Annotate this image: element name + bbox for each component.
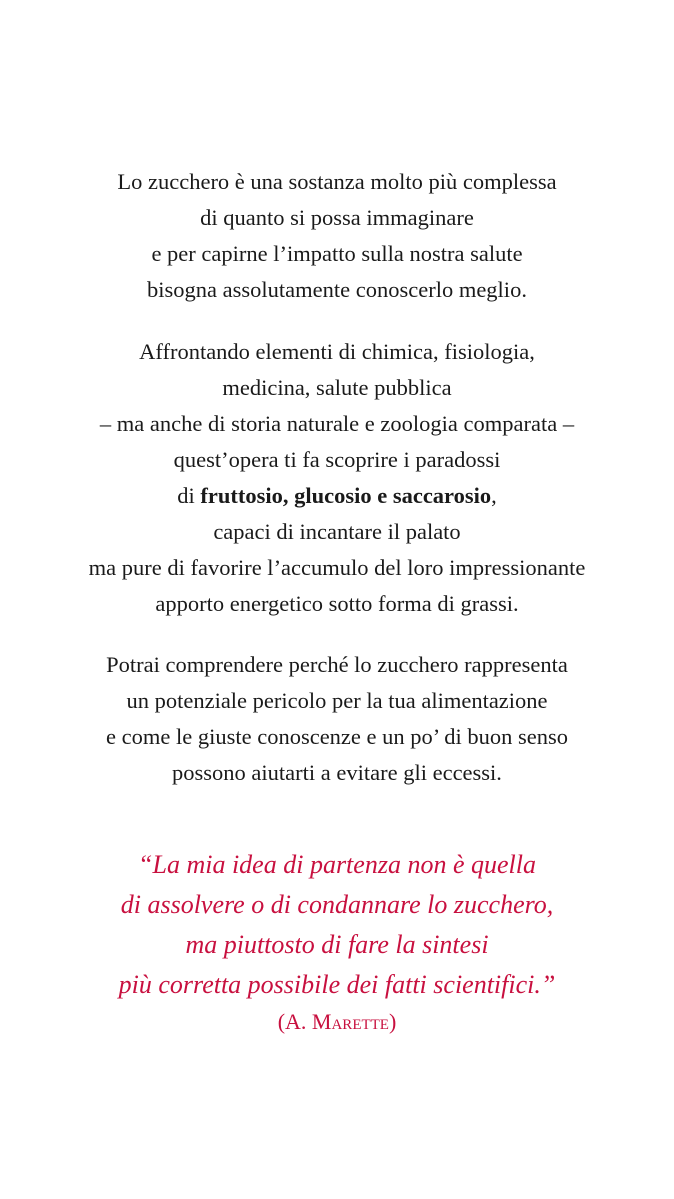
text-line: – ma anche di storia naturale e zoologia comparata –: [99, 411, 575, 436]
text-line: ma pure di favorire l’accumulo del loro impressionante: [88, 555, 586, 580]
text-line: Potrai comprendere perché lo zucchero rappresenta: [106, 652, 568, 677]
quote-line: ma piuttosto di fare la sintesi: [185, 930, 489, 959]
quote-line: più corretta possibile dei fatti scientifici.”: [118, 970, 556, 999]
text-line: bisogna assolutamente conoscerlo meglio.: [147, 277, 527, 302]
text-line: medicina, salute pubblica: [222, 375, 452, 400]
sugars-suffix: ,: [491, 483, 497, 508]
quote-line: di assolvere o di condannare lo zucchero,: [120, 890, 554, 919]
text-line: apporto energetico sotto forma di grassi.: [155, 591, 519, 616]
quote-attribution: (A. Marette): [277, 1009, 397, 1034]
sugars-bold-text: fruttosio, glucosio e saccarosio: [200, 483, 492, 508]
text-line: capaci di incantare il palato: [213, 519, 461, 544]
text-line: e per capirne l’impatto sulla nostra salute: [151, 241, 523, 266]
sugars-prefix: di: [177, 483, 201, 508]
author-quote: [0, 845, 674, 1005]
text-line: Affrontando elementi di chimica, fisiologia,: [139, 339, 535, 364]
intro-paragraph: [0, 164, 674, 308]
text-line: e come le giuste conoscenze e un po’ di buon senso: [106, 724, 568, 749]
benefits-paragraph: [0, 647, 674, 791]
sugars-line: [0, 478, 674, 514]
description-paragraph: [0, 334, 674, 622]
text-line: di quanto si possa immaginare: [200, 205, 474, 230]
text-line: un potenziale pericolo per la tua alimentazione: [126, 688, 548, 713]
quote-line: “La mia idea di partenza non è quella: [138, 850, 536, 879]
text-line: possono aiutarti a evitare gli eccessi.: [172, 760, 502, 785]
text-line: Lo zucchero è una sostanza molto più complessa: [117, 169, 557, 194]
text-line: quest’opera ti fa scoprire i paradossi: [173, 447, 501, 472]
